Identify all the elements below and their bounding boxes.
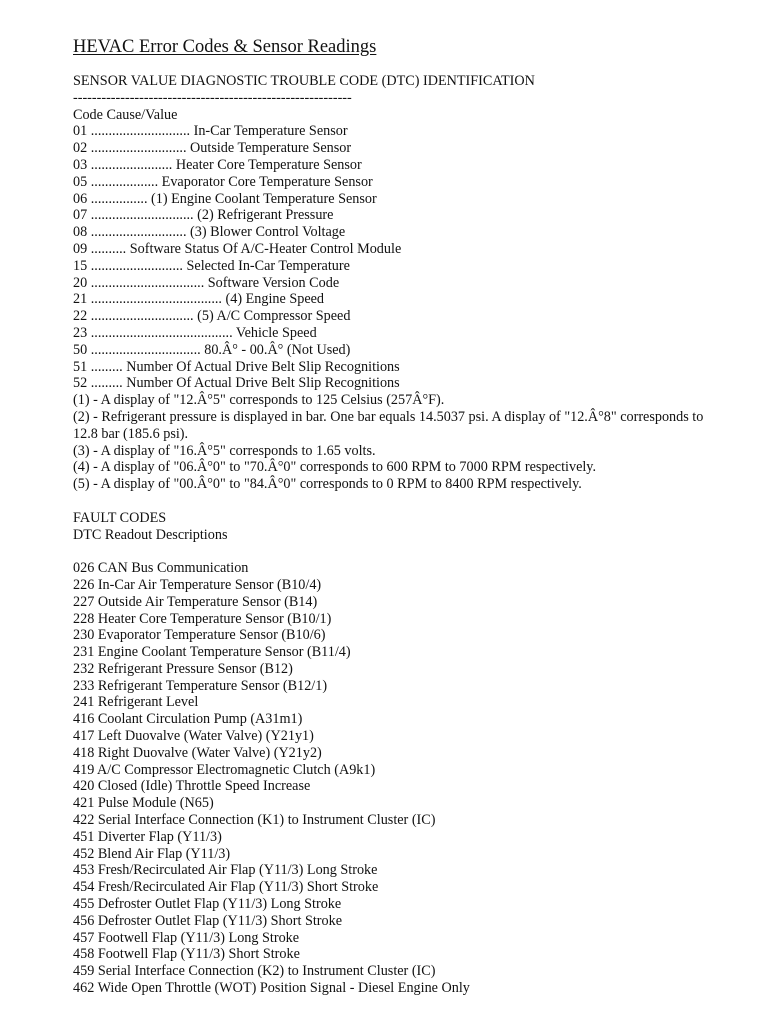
fault-code-row: 417 Left Duovalve (Water Valve) (Y21y1) [73,728,314,745]
fault-code-row: 230 Evaporator Temperature Sensor (B10/6) [73,627,326,644]
sensor-code-row: 05 ................... Evaporator Core Temperature Sensor [73,173,373,190]
sensor-code-row: 06 ................ (1) Engine Coolant Temperature Sensor [73,190,377,207]
separator-line: ----------------------------------------------------------- [73,89,352,106]
fault-code-row: 422 Serial Interface Connection (K1) to Instrument Cluster (IC) [73,812,436,829]
fault-code-row: 232 Refrigerant Pressure Sensor (B12) [73,660,293,677]
column-header: Code Cause/Value [73,106,178,123]
sensor-code-row: 03 ....................... Heater Core Temperature Sensor [73,156,362,173]
fault-code-row: 416 Coolant Circulation Pump (A31m1) [73,711,303,728]
footnote: (3) - A display of "16.Â°5" corresponds to 1.65 volts. [73,442,376,459]
fault-code-row: 420 Closed (Idle) Throttle Speed Increase [73,778,311,795]
sensor-code-row: 21 ..................................... (4) Engine Speed [73,291,325,308]
fault-code-row: 453 Fresh/Recirculated Air Flap (Y11/3) Long Stroke [73,862,378,879]
fault-code-row: 452 Blend Air Flap (Y11/3) [73,845,231,862]
sensor-code-row: 23 ........................................ Vehicle Speed [73,324,317,341]
sensor-code-row: 09 .......... Software Status Of A/C-Heater Control Module [73,240,402,257]
fault-code-row: 455 Defroster Outlet Flap (Y11/3) Long Stroke [73,896,342,913]
sensor-code-row: 01 ............................ In-Car Temperature Sensor [73,123,348,140]
fault-code-list [73,560,753,997]
footnote: (4) - A display of "06.Â°0" to "70.Â°0" corresponds to 600 RPM to 7000 RPM respectively. [73,459,597,476]
sensor-code-row: 02 ........................... Outside Temperature Sensor [73,140,352,157]
sensor-code-list [73,123,753,392]
fault-code-row: 462 Wide Open Throttle (WOT) Position Signal - Diesel Engine Only [73,980,470,997]
sensor-code-row: 08 ........................... (3) Blower Control Voltage [73,224,346,241]
spacer [73,543,753,560]
sensor-code-row: 51 ......... Number Of Actual Drive Belt Slip Recognitions [73,358,400,375]
footnote: (2) - Refrigerant pressure is displayed in bar. One bar equals 14.5037 psi. A display of "12.Â°8" corresponds to 12.8 bar (185.6 psi). [73,408,704,442]
fault-code-row: 454 Fresh/Recirculated Air Flap (Y11/3) Short Stroke [73,879,379,896]
fault-code-row: 227 Outside Air Temperature Sensor (B14) [73,593,318,610]
sensor-code-row: 52 ......... Number Of Actual Drive Belt Slip Recognitions [73,375,400,392]
fault-code-row: 228 Heater Core Temperature Sensor (B10/1) [73,610,332,627]
fault-code-row: 456 Defroster Outlet Flap (Y11/3) Short Stroke [73,912,342,929]
fault-code-row: 418 Right Duovalve (Water Valve) (Y21y2) [73,744,322,761]
footnote: (1) - A display of "12.Â°5" corresponds to 125 Celsius (257Â°F). [73,392,445,409]
fault-code-row: 421 Pulse Module (N65) [73,795,214,812]
fault-code-row: 451 Diverter Flap (Y11/3) [73,828,222,845]
fault-code-row: 226 In-Car Air Temperature Sensor (B10/4) [73,576,322,593]
footnotes [73,392,753,493]
document-title: HEVAC Error Codes & Sensor Readings [73,37,377,57]
fault-section-subheading: DTC Readout Descriptions [73,526,228,543]
sensor-section [73,73,753,493]
spacer [73,493,753,510]
sensor-code-row: 50 ............................... 80.Â° - 00.Â° (Not Used) [73,341,351,358]
footnote: (5) - A display of "00.Â°0" to "84.Â°0" corresponds to 0 RPM to 8400 RPM respectively. [73,476,582,493]
sensor-code-row: 22 ............................. (5) A/C Compressor Speed [73,308,351,325]
fault-code-row: 026 CAN Bus Communication [73,560,249,577]
fault-code-row: 241 Refrigerant Level [73,694,199,711]
sensor-code-row: 07 ............................. (2) Refrigerant Pressure [73,207,334,224]
sensor-section-heading: SENSOR VALUE DIAGNOSTIC TROUBLE CODE (DTC) IDENTIFICATION [73,73,535,89]
fault-code-row: 459 Serial Interface Connection (K2) to Instrument Cluster (IC) [73,963,436,980]
fault-code-row: 458 Footwell Flap (Y11/3) Short Stroke [73,946,300,963]
fault-section [73,510,753,997]
sensor-code-row: 20 ................................ Software Version Code [73,274,340,291]
document-page [73,36,753,997]
fault-code-row: 457 Footwell Flap (Y11/3) Long Stroke [73,929,300,946]
fault-section-heading: FAULT CODES [73,509,167,526]
fault-code-row: 419 A/C Compressor Electromagnetic Clutch (A9k1) [73,761,376,778]
fault-code-row: 231 Engine Coolant Temperature Sensor (B11/4) [73,644,351,661]
sensor-code-row: 15 .......................... Selected In-Car Temperature [73,257,350,274]
fault-code-row: 233 Refrigerant Temperature Sensor (B12/1) [73,677,328,694]
